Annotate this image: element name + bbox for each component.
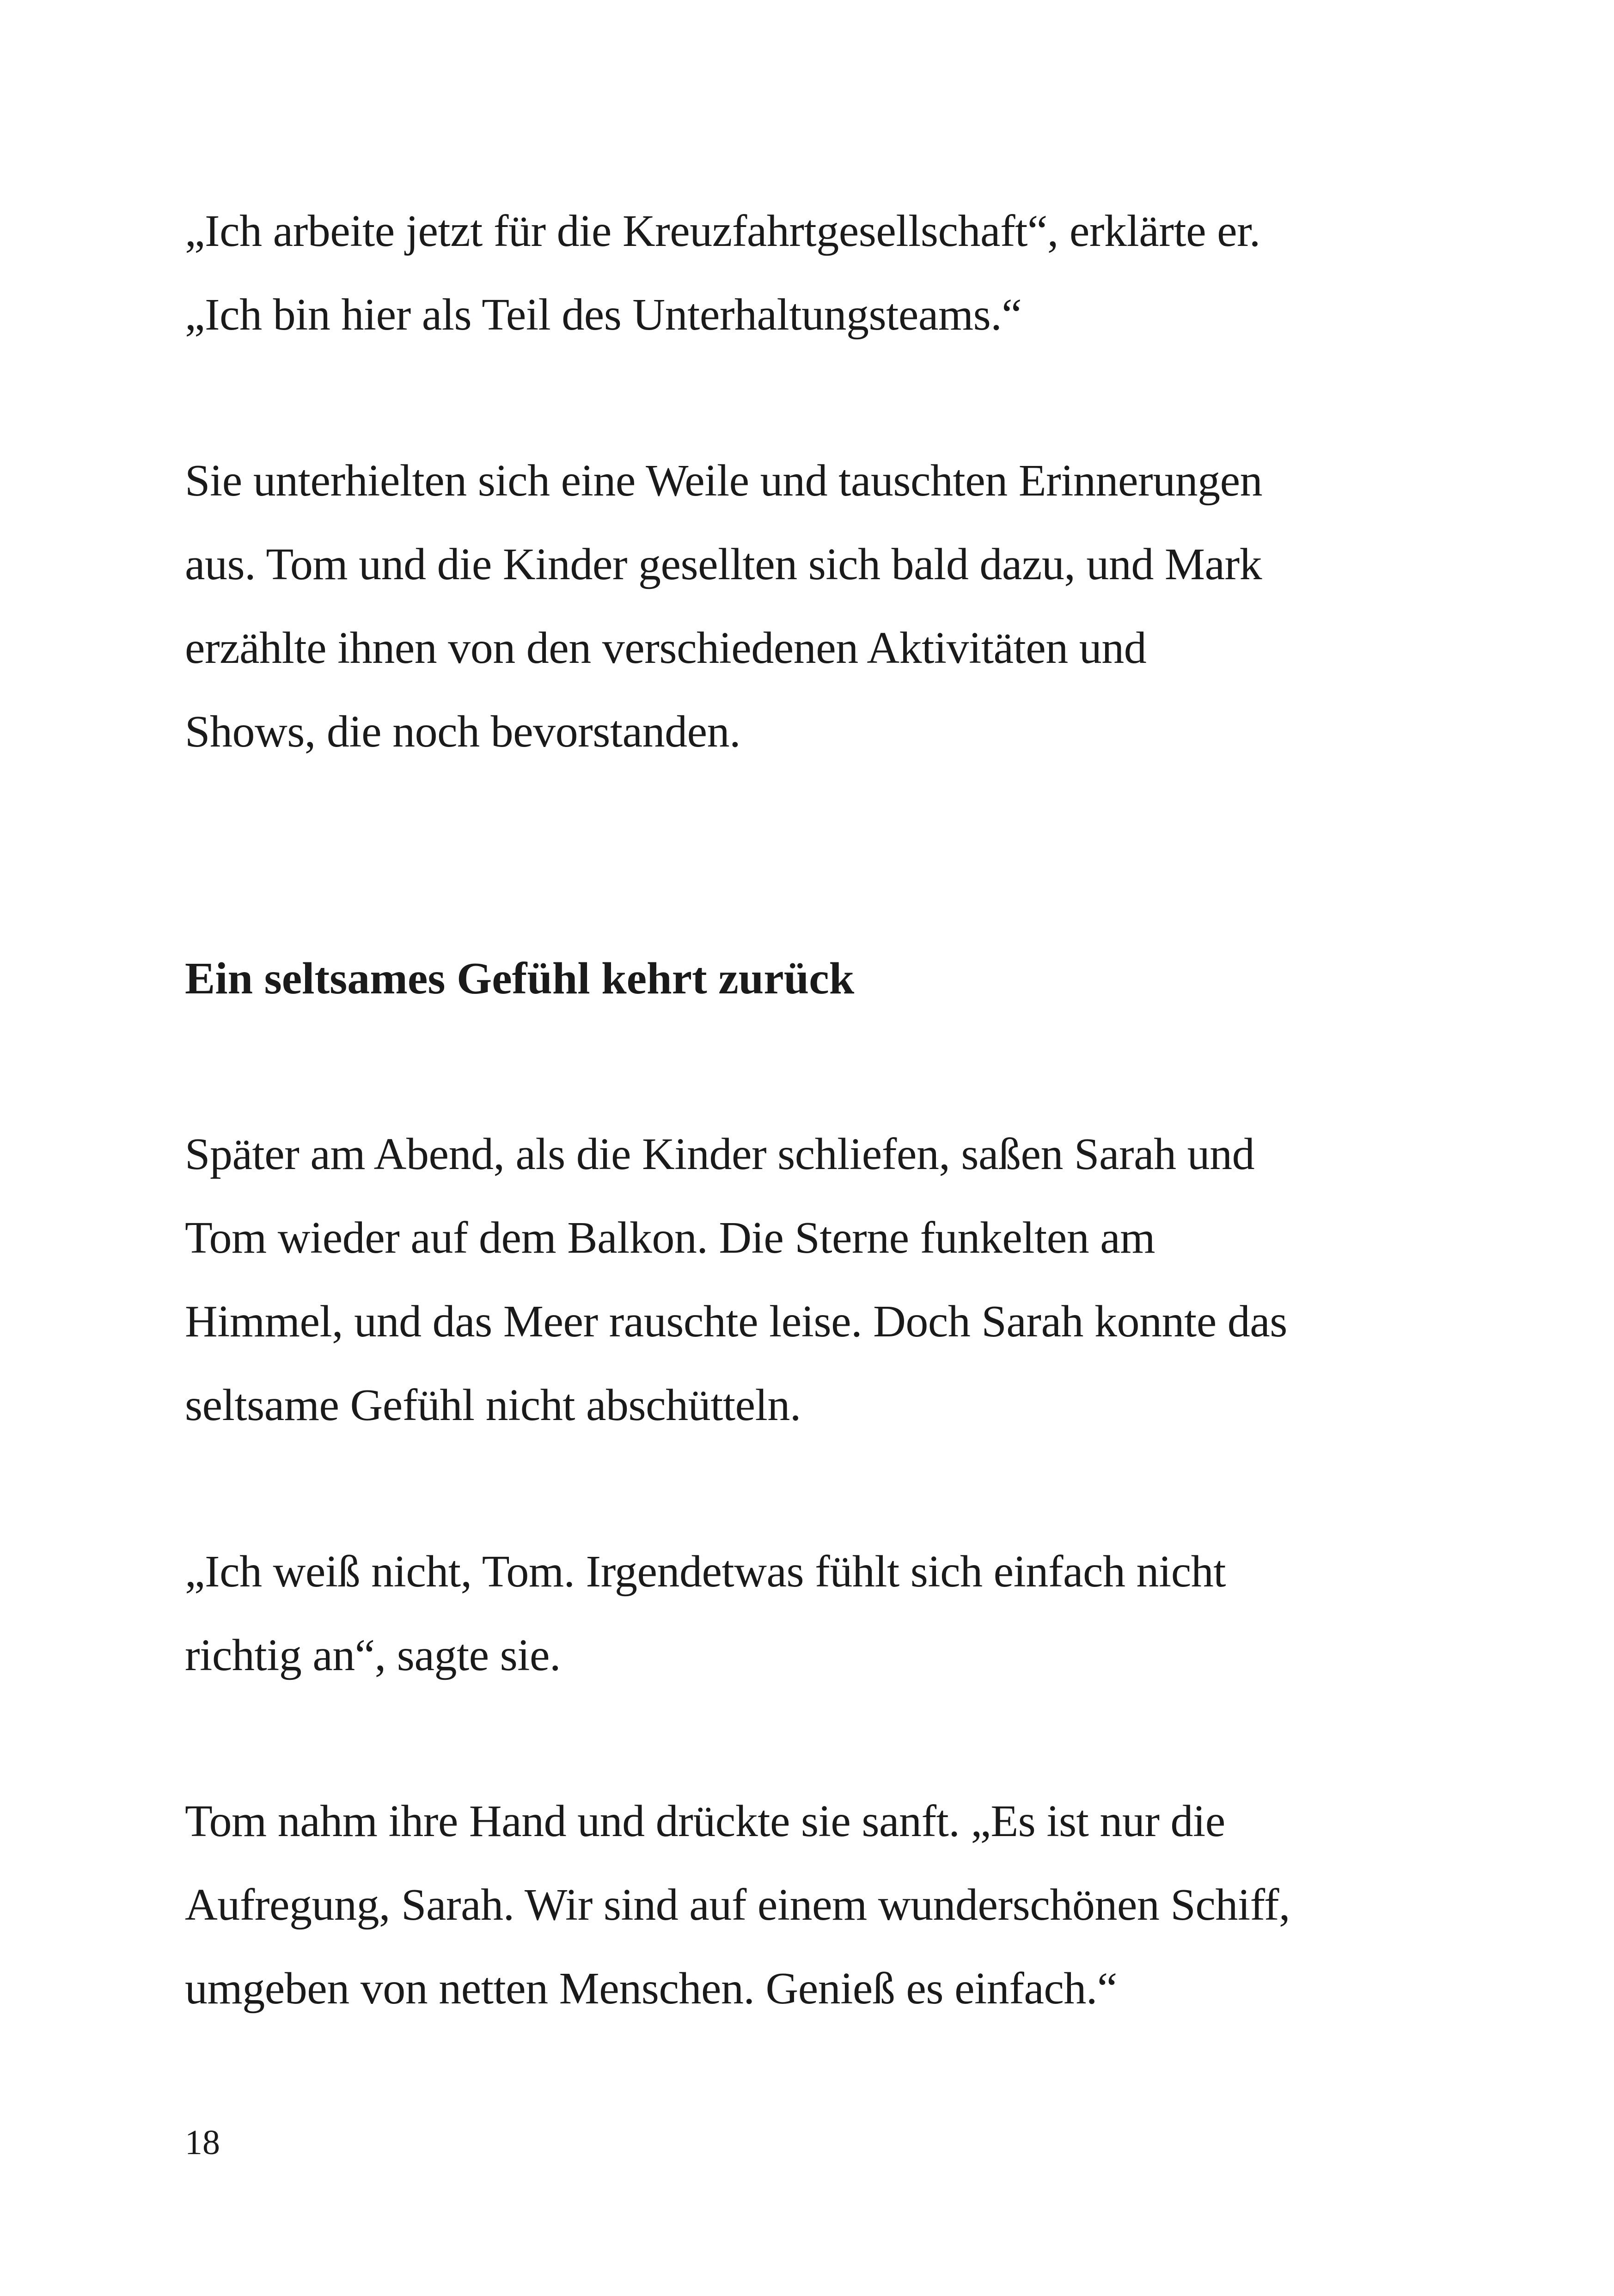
section-heading: Ein seltsames Gefühl kehrt zurück	[185, 954, 855, 1004]
paragraph-5: Tom nahm ihre Hand und drückte sie sanft. „Es ist nur die Aufregung, Sarah. Wir sind auf einem wunderschönen Schiff, umgeben von netten Menschen. Genieß es einfach.“	[185, 1796, 1290, 2014]
paragraph-3: Später am Abend, als die Kinder schliefen, saßen Sarah und Tom wieder auf dem Balkon. Die Sterne funkelten am Himmel, und das Meer rauschte leise. Doch Sarah konnte das seltsame Gefühl nicht abschütteln.	[185, 1129, 1287, 1430]
paragraph-1: „Ich arbeite jetzt für die Kreuzfahrtgesellschaft“, erklärte er. „Ich bin hier als Teil des Unterhaltungsteams.“	[185, 206, 1260, 340]
paragraph-2: Sie unterhielten sich eine Weile und tauschten Erinnerungen aus. Tom und die Kinder gesellten sich bald dazu, und Mark erzählte ihnen von den verschiedenen Aktivitäten und Shows, die noch bevorstanden.	[185, 456, 1263, 757]
page-number: 18	[185, 2123, 220, 2162]
paragraph-4: „Ich weiß nicht, Tom. Irgendetwas fühlt sich einfach nicht richtig an“, sagte sie.	[185, 1547, 1226, 1680]
